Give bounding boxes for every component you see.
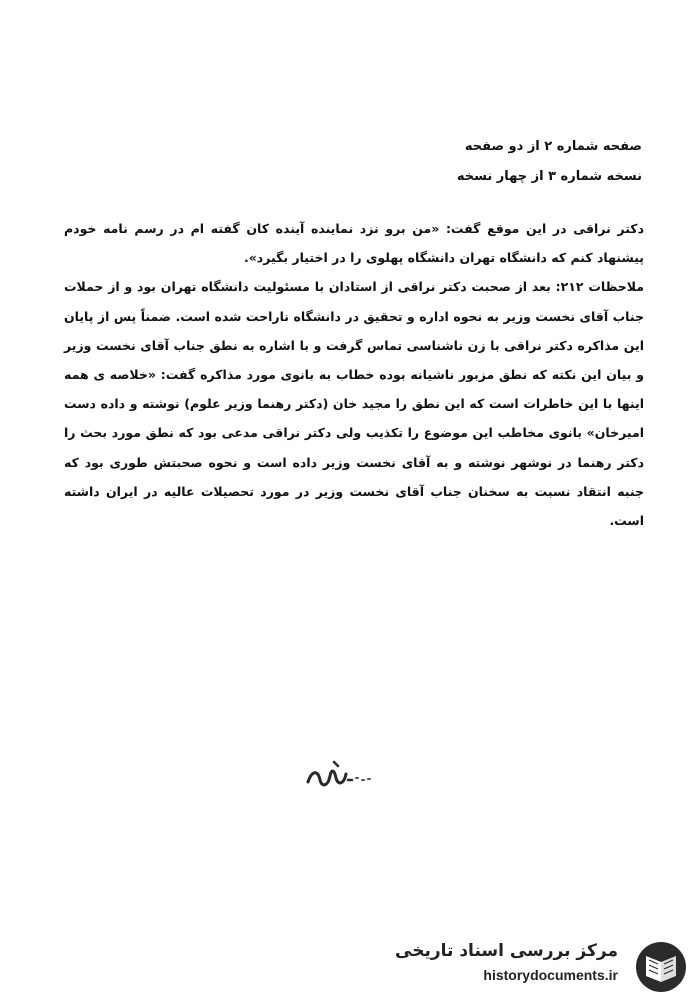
body-paragraph-remarks: ملاحظات ۲۱۲: بعد از صحبت دکتر نراقی از استادان با مسئولیت دانشگاه تهران بود و از حملات جناب آقای نخست وزیر به نحوه اداره و تحقیق در دانشگاه ناراحت شده است. ضمناً پس از پایان این مذاکره دکتر نراقی با زن ناشناسی تماس گرفت و با اشاره به نطق جناب آقای نخست وزیر و بیان این نکته که نطق مزبور ناشیانه بوده خطاب به بانوی مورد مذاکره گفت: «خلاصه ی همه اینها با این خاطرات است که این نطق را مجید خان (دکتر رهنما وزیر علوم) نوشته و داده دست امیرخان» بانوی مخاطب این موضوع را تکذیب ولی دکتر نراقی مدعی بود که نطق مورد بحث را دکتر رهنما در نوشهر نوشته و به آقای نخست وزیر داده است و نحوه صحبتش طوری بود که جنبه انتقاد نسبت به سخنان جناب آقای نخست وزیر در مورد تحصیلات عالیه در ایران داشته است. <box>64 279 644 529</box>
archive-name: مرکز بررسی اسناد تاریخی <box>395 941 618 961</box>
page-number-line: صفحه شماره ۲ از دو صفحه <box>464 139 642 154</box>
document-header <box>342 132 642 192</box>
book-seal-icon <box>634 940 688 994</box>
archive-website: historydocuments.ir <box>483 967 618 983</box>
document-body <box>64 214 644 535</box>
watermark-text <box>395 938 618 986</box>
watermark-footer <box>395 938 688 996</box>
body-paragraph-statement: دکتر نراقی در این موقع گفت: «من برو نزد نماینده آینده کان گفته ام در رسم نامه خودم پیشنهاد کنم که دانشگاه تهران دانشگاه پهلوی را در اختیار بگیرد». <box>64 221 644 266</box>
signature-mark <box>300 756 380 796</box>
copy-number-line: نسخه شماره ۳ از چهار نسخه <box>456 169 642 184</box>
